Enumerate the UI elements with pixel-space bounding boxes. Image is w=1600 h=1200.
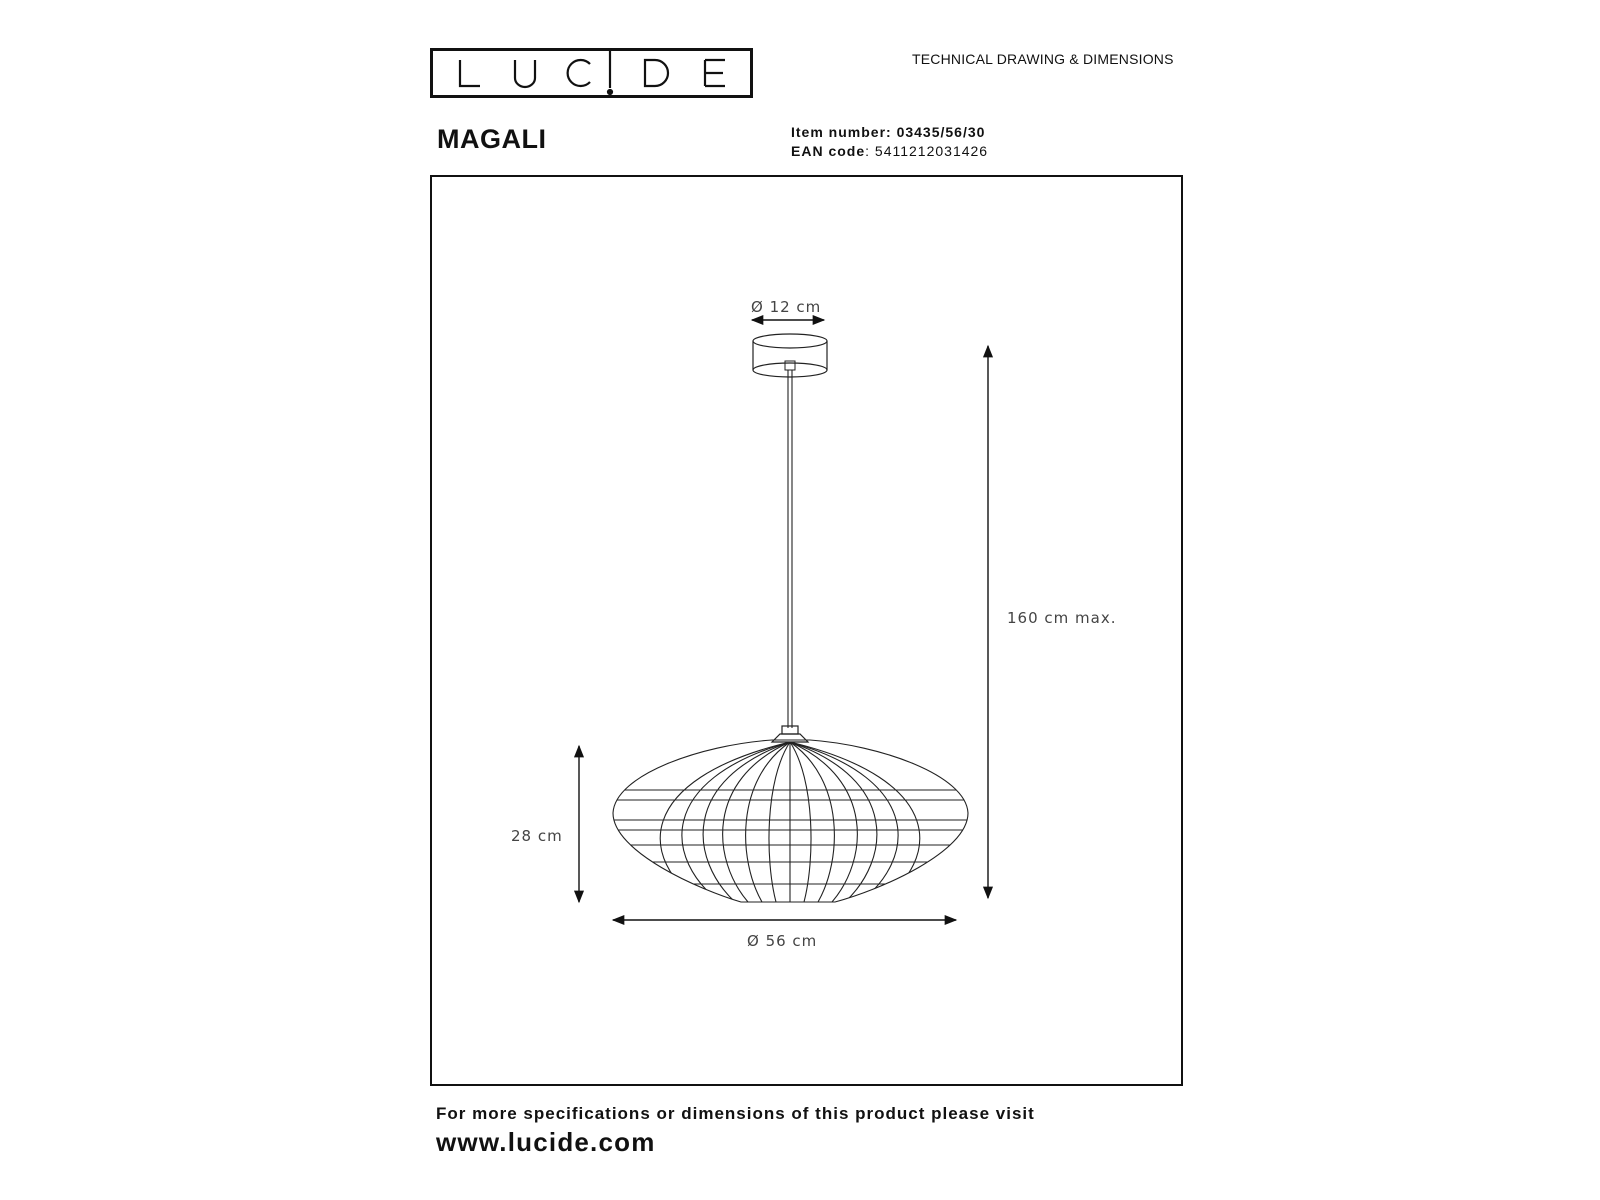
document-type: TECHNICAL DRAWING & DIMENSIONS [912,51,1174,67]
footer-text: For more specifications or dimensions of this product please visit [436,1104,1035,1123]
item-number-value: 03435/56/30 [896,124,986,140]
ean-row: EAN code: 5411212031426 [791,143,989,159]
shade-height-label: 28 cm [511,827,563,845]
ean-label: EAN code [791,143,866,159]
website-link[interactable]: www.lucide.com [436,1127,656,1157]
ceiling-canopy [753,334,827,377]
shade-diameter-label: Ø 56 cm [747,932,818,950]
item-number-row: Item number: 03435/56/30 [791,124,986,140]
total-height-label: 160 cm max. [1007,609,1117,627]
suspension-cable [788,370,792,728]
product-name: MAGALI [437,124,547,154]
item-number-label: Item number [791,124,887,140]
canopy-diameter-label: Ø 12 cm [751,298,822,316]
ean-value: 5411212031426 [874,143,989,159]
wire-shade [600,740,980,902]
